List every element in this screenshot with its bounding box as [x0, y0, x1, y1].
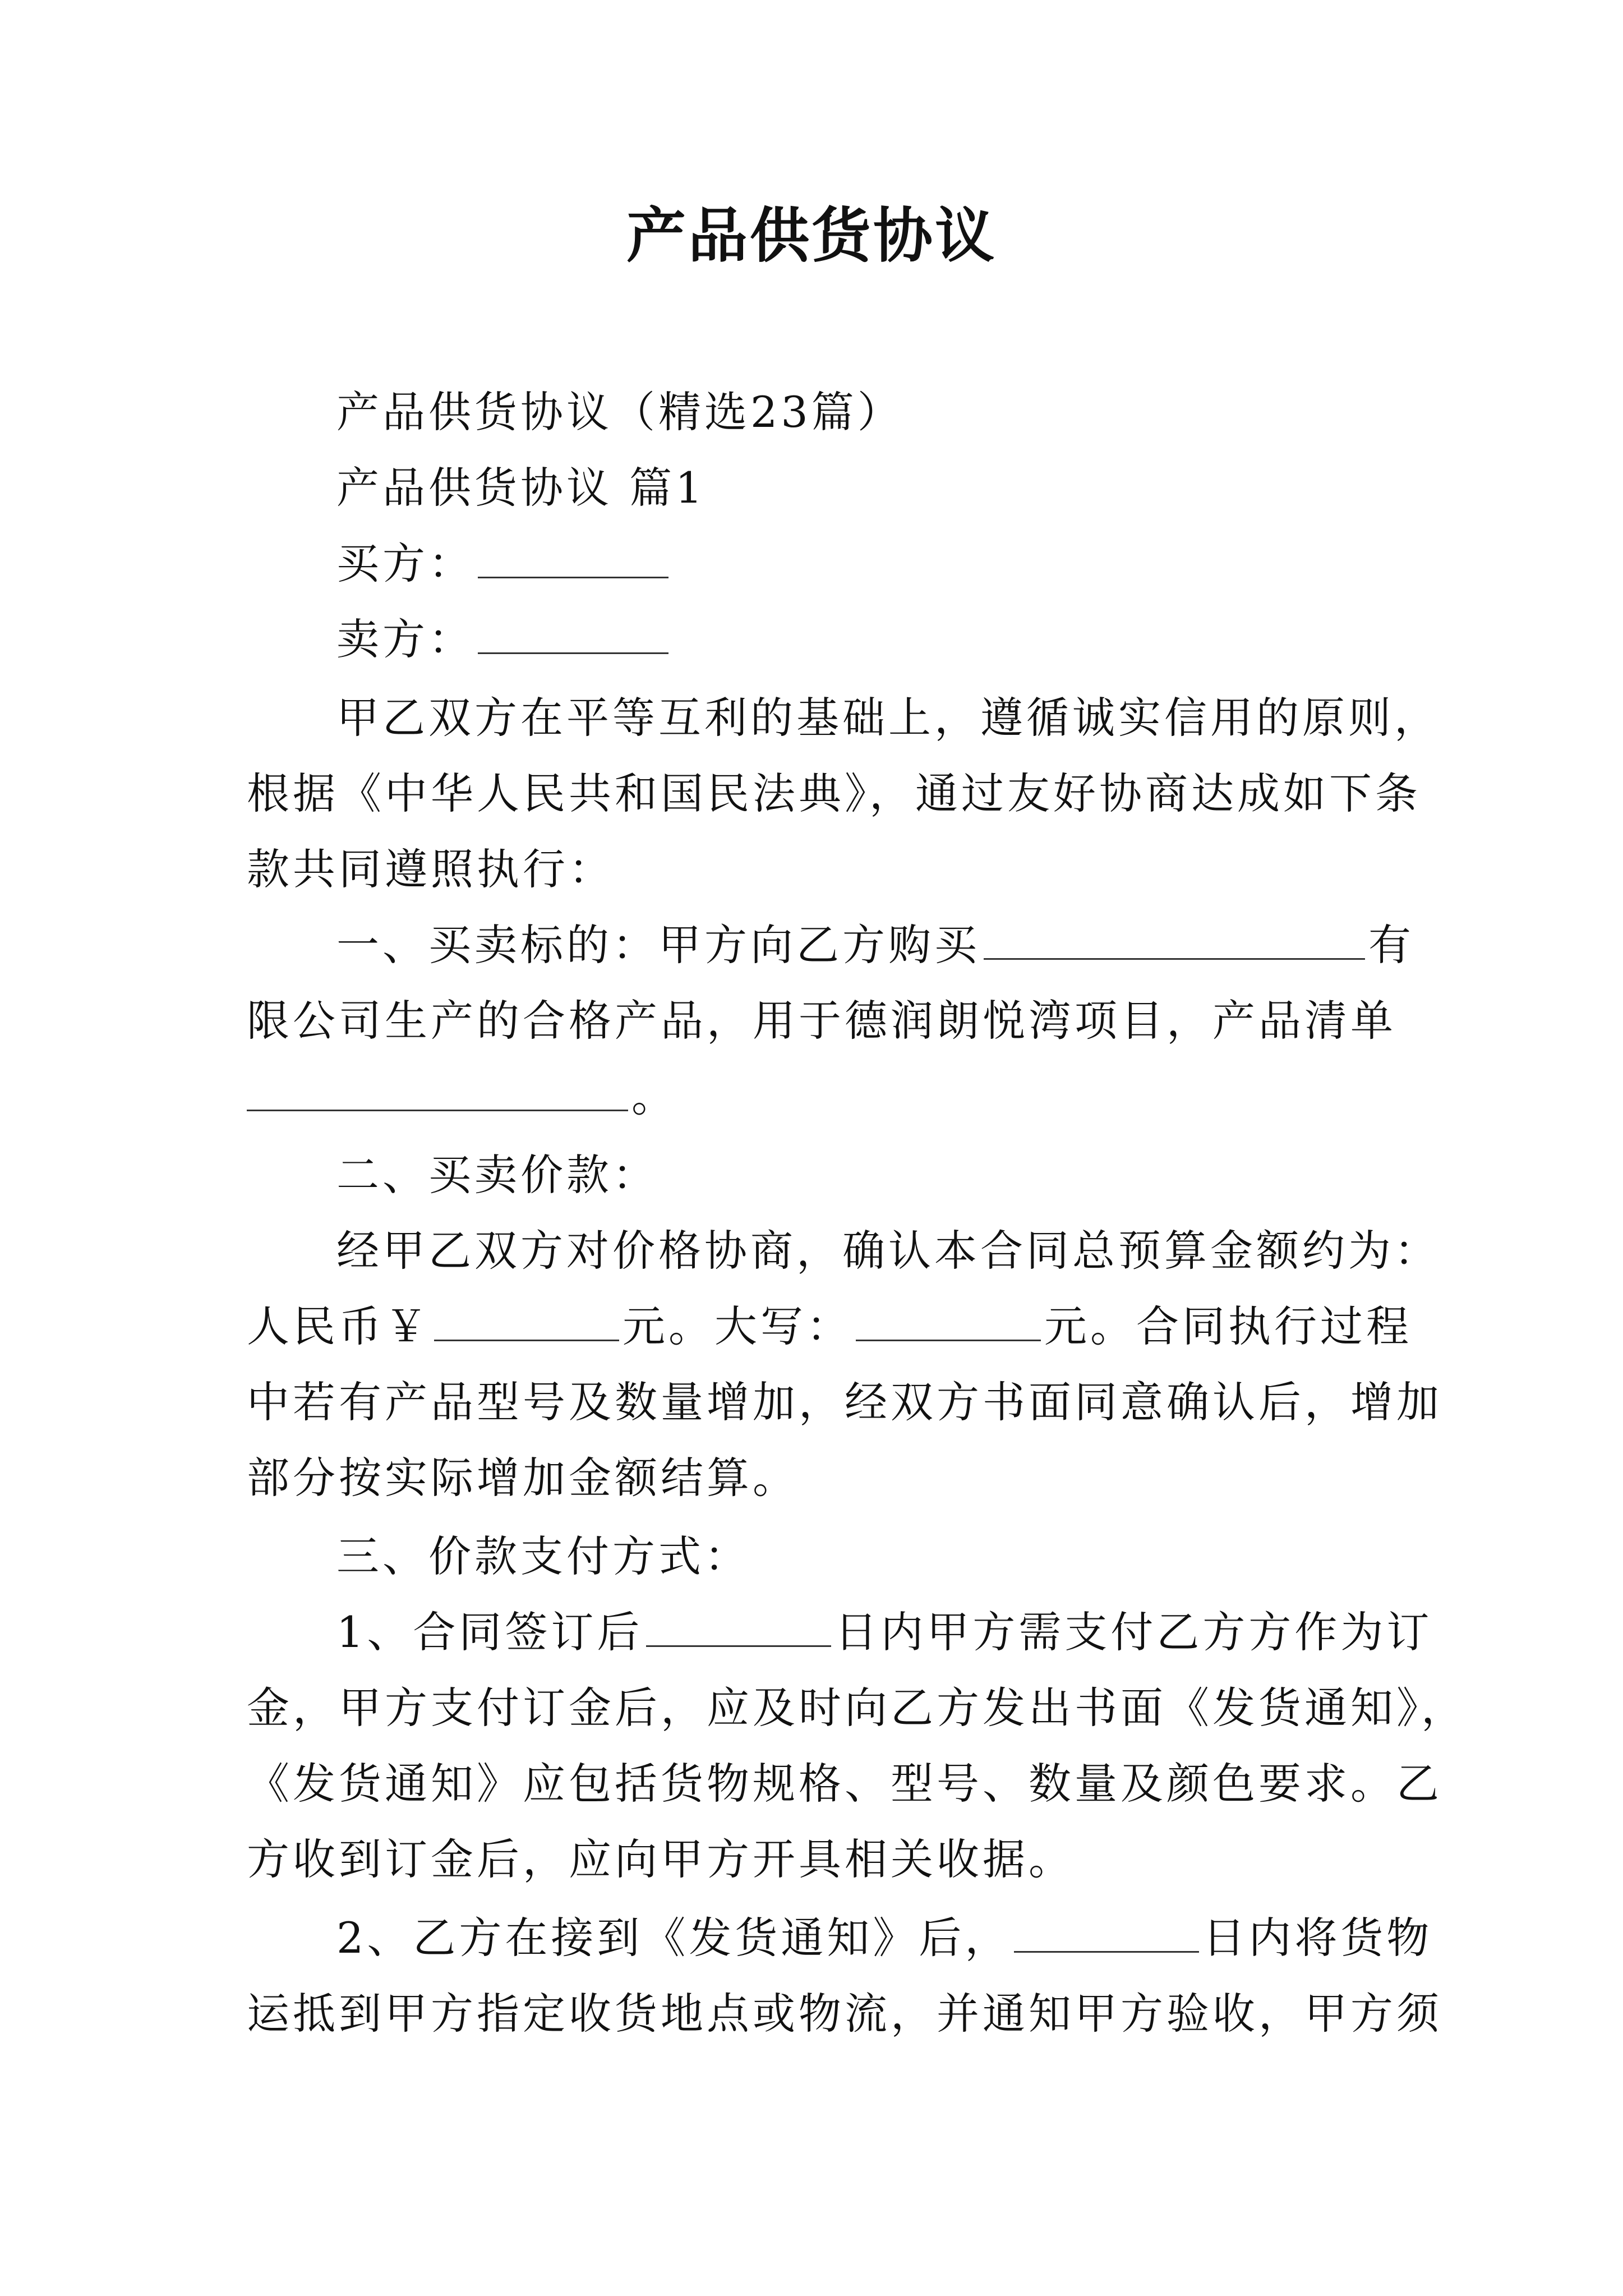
section-heading: 产品供货协议 篇1 [336, 463, 706, 513]
item3-2-line1 [336, 1907, 1537, 1969]
buyer-line [336, 533, 1537, 595]
item3-2-text-a: 2、乙方在接到《发货通知》后， [336, 1913, 1011, 1963]
item3-2-text-b: 日内将货物 [1202, 1913, 1433, 1963]
para1-line1: 甲乙双方在平等互利的基础上，遵循诚实信用的原则， [336, 693, 1440, 743]
seller-label: 卖方： [336, 614, 474, 664]
item2-line2 [247, 1296, 1447, 1358]
item2-line3: 中若有产品型号及数量增加，经双方书面同意确认后，增加 [247, 1377, 1442, 1427]
seller-blank [478, 613, 668, 654]
item3-1-blank-days [646, 1606, 831, 1647]
item1-blank-supplier [984, 919, 1365, 960]
item2-text-b: 元。大写： [623, 1301, 852, 1351]
item1-end: 。 [631, 1071, 677, 1121]
item1-line2: 限公司生产的合格产品，用于德润朗悦湾项目，产品清单 [247, 996, 1396, 1046]
item3-2-line2: 运抵到甲方指定收货地点或物流，并通知甲方验收，甲方须 [247, 1989, 1442, 2039]
document-title: 产品供货协议 [626, 200, 997, 270]
item1-blank-list [247, 1070, 628, 1111]
item1-line3 [247, 1066, 1447, 1128]
item2-text-a: 人民币￥ [247, 1301, 431, 1351]
seller-line [336, 609, 1537, 670]
item3-1-line3: 《发货通知》应包括货物规格、型号、数量及颜色要求。乙 [247, 1759, 1442, 1809]
item2-line1: 经甲乙双方对价格协商，确认本合同总预算金额约为： [336, 1226, 1440, 1276]
item2-heading: 二、买卖价款： [336, 1150, 658, 1200]
para1-line3: 款共同遵照执行： [247, 844, 615, 894]
item3-1-text-b: 日内甲方需支付乙方方作为订 [834, 1607, 1433, 1657]
document-subtitle: 产品供货协议（精选23篇） [336, 387, 903, 437]
item2-blank-words [856, 1300, 1041, 1341]
item1-text-b: 有 [1368, 920, 1414, 970]
item2-blank-amount [434, 1300, 619, 1341]
para1-line2: 根据《中华人民共和国民法典》，通过友好协商达成如下条 [247, 769, 1421, 818]
item3-heading: 三、价款支付方式： [336, 1531, 750, 1581]
item3-1-line2: 金，甲方支付订金后，应及时向乙方发出书面《发货通知》， [247, 1683, 1467, 1733]
buyer-label: 买方： [336, 539, 474, 588]
item3-1-text-a: 1、合同签订后 [336, 1607, 643, 1657]
item3-1-line1 [336, 1602, 1537, 1663]
item3-2-blank-days [1014, 1912, 1199, 1953]
item1-line1 [336, 914, 1537, 976]
item2-text-c: 元。合同执行过程 [1044, 1301, 1412, 1351]
item2-line4: 部分按实际增加金额结算。 [247, 1453, 799, 1503]
buyer-blank [478, 537, 668, 578]
item1-text-a: 一、买卖标的：甲方向乙方购买 [336, 920, 980, 970]
item3-1-line4: 方收到订金后，应向甲方开具相关收据。 [247, 1834, 1075, 1884]
